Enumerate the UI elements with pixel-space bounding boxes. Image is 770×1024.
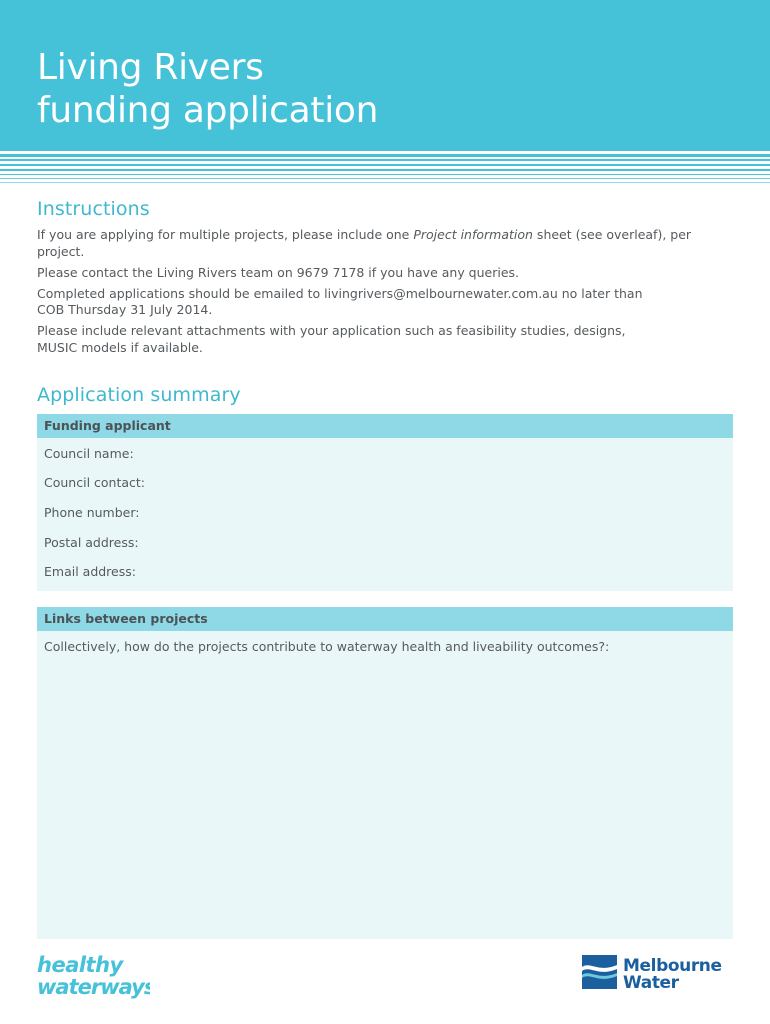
melbourne-text: Melbourne (623, 956, 722, 976)
instructions-text (37, 227, 717, 361)
instruction-text: sheet (see overleaf), per project. (37, 227, 692, 259)
water-text: Water (623, 973, 679, 993)
stripe (0, 169, 770, 171)
stripe (0, 164, 770, 166)
stripe (0, 148, 770, 151)
healthy-waterways-logo (36, 952, 150, 1006)
water-wave-icon (582, 955, 617, 989)
header-banner (0, 0, 770, 148)
stripe (0, 174, 770, 175)
instruction-paragraph (37, 227, 717, 260)
healthy-text: healthy (37, 953, 123, 977)
healthy-waterways-wordmark (36, 952, 150, 1002)
stripe (0, 159, 770, 161)
title-line-1: Living Rivers (37, 47, 264, 88)
links-question-field[interactable]: Collectively, how do the projects contribute to waterway health and liveability outcomes?: (44, 639, 610, 654)
funding-applicant-header: Funding applicant (37, 414, 733, 438)
header-stripes (0, 148, 770, 186)
council-name-field[interactable]: Council name: (44, 446, 134, 461)
council-contact-field[interactable]: Council contact: (44, 475, 146, 490)
funding-applicant-panel[interactable] (37, 438, 733, 591)
summary-heading: Application summary (37, 384, 241, 406)
instructions-heading: Instructions (37, 198, 150, 220)
stripe (0, 154, 770, 157)
postal-address-field[interactable]: Postal address: (44, 535, 139, 550)
stripe (0, 178, 770, 179)
phone-number-field[interactable]: Phone number: (44, 505, 140, 520)
instruction-paragraph: Please include relevant attachments with your application such as feasibility studies, designs, MUSIC models if available. (37, 323, 626, 355)
links-between-projects-panel[interactable] (37, 631, 733, 939)
instruction-text: If you are applying for multiple projects, please include one (37, 227, 414, 242)
instruction-paragraph: Please contact the Living Rivers team on 9679 7178 if you have any queries. (37, 264, 520, 280)
links-between-projects-header: Links between projects (37, 607, 733, 631)
email-address-field[interactable]: Email address: (44, 564, 136, 579)
page-title (37, 46, 378, 132)
title-line-2: funding application (37, 90, 379, 131)
melbourne-water-wordmark (582, 954, 736, 994)
instruction-emphasis: Project information (413, 227, 533, 242)
melbourne-water-logo (582, 954, 736, 998)
waterways-text: waterways (37, 975, 150, 999)
stripe (0, 182, 770, 183)
instruction-paragraph: Completed applications should be emailed to livingrivers@melbournewater.com.au no later than COB Thursday 31 July 2014. (37, 285, 643, 317)
